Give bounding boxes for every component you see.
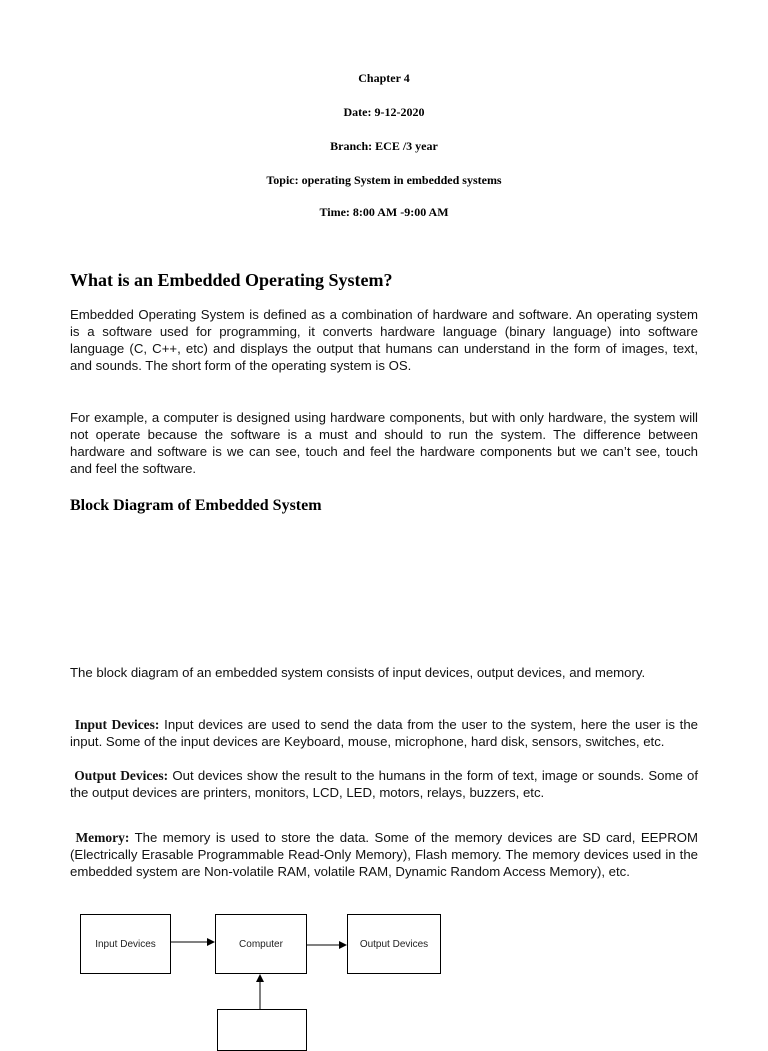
output-devices-label: Output Devices: xyxy=(74,768,169,783)
input-devices-text: Input devices are used to send the data from the user to the system, here the user is the input. Some of the input devices are Keyboard, mouse, microphone, hard disk, sensors, switches, etc. xyxy=(70,717,698,749)
paragraph-block-intro: The block diagram of an embedded system consists of input devices, output devices, and memory. xyxy=(70,665,646,680)
topic-line: Topic: operating System in embedded systems xyxy=(266,173,502,187)
time-line: Time: 8:00 AM -9:00 AM xyxy=(319,205,449,219)
date-line: Date: 9-12-2020 xyxy=(343,105,425,119)
output-devices-box: Output Devices xyxy=(347,914,441,974)
computer-box: Computer xyxy=(215,914,307,974)
section-heading-embedded-os: What is an Embedded Operating System? xyxy=(70,270,393,290)
output-devices-text: Out devices show the result to the humans in the form of text, image or sounds. Some of the output devices are printers, monitors, LCD, LED, motors, relays, buzzers, etc. xyxy=(70,768,698,800)
section-heading-block-diagram: Block Diagram of Embedded System xyxy=(70,497,322,514)
memory-label: Memory: xyxy=(75,830,130,845)
memory-box xyxy=(217,1009,307,1051)
paragraph-definition: Embedded Operating System is defined as a combination of hardware and software. An operating system is a software used for programming, it converts hardware language (binary language) into software language (C, C++, etc) and displays the output that humans can understand in the form of images, text, and sounds. The short form of the operating system is OS. xyxy=(70,307,698,373)
input-devices-box: Input Devices xyxy=(80,914,171,974)
paragraph-example: For example, a computer is designed using hardware components, but with only hardware, the system will not operate because the software is a must and should to run the system. The difference between hardware and software is we can see, touch and feel the hardware components but we can’t see, touch and feel the software. xyxy=(70,410,698,476)
memory-text: The memory is used to store the data. Some of the memory devices are SD card, EEPROM (Electrically Erasable Programmable Read-Only Memory), Flash memory. The memory devices used in the embedded system are Non-volatile RAM, volatile RAM, Dynamic Random Access Memory), etc. xyxy=(70,830,698,879)
input-devices-label: Input Devices: xyxy=(74,717,160,732)
chapter-line: Chapter 4 xyxy=(358,71,410,85)
branch-line: Branch: ECE /3 year xyxy=(330,139,438,153)
